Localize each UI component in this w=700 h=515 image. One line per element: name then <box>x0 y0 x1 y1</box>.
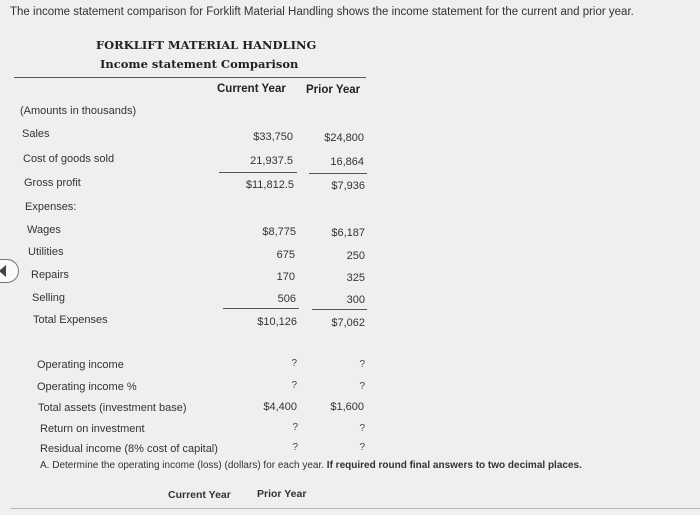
total-assets-prior: $1,600 <box>330 401 364 413</box>
roi-current: ? <box>292 422 298 433</box>
row-label-operating-income: Operating income <box>37 359 124 371</box>
operating-income-current: ? <box>291 358 297 369</box>
row-label-total-assets: Total assets (investment base) <box>38 402 187 414</box>
repairs-current: 170 <box>276 271 295 283</box>
intro-text: The income statement comparison for Forklift Material Handling shows the income statement for the current and prior year. <box>10 6 634 18</box>
wages-prior: $6,187 <box>331 227 365 239</box>
residual-income-prior: ? <box>359 442 365 453</box>
gross-prior: $7,936 <box>331 180 365 192</box>
answer-table-rule <box>10 508 700 509</box>
header-rule <box>14 77 366 78</box>
cogs-rule-current <box>219 172 297 173</box>
total-assets-current: $4,400 <box>263 401 297 413</box>
operating-income-pct-prior: ? <box>359 381 365 392</box>
selling-rule-prior <box>312 309 367 310</box>
utilities-current: 675 <box>276 249 295 261</box>
selling-prior: 300 <box>346 294 365 306</box>
col-header-current: Current Year <box>217 83 286 95</box>
repairs-prior: 325 <box>346 272 365 284</box>
question-a-rounding-note: If required round final answers to two decimal places. <box>326 460 582 471</box>
operating-income-pct-current: ? <box>291 380 297 391</box>
chevron-left-icon <box>0 265 6 277</box>
row-label-repairs: Repairs <box>31 269 69 281</box>
cogs-rule-prior <box>309 173 367 174</box>
roi-prior: ? <box>359 423 365 434</box>
company-name: FORKLIFT MATERIAL HANDLING <box>96 38 317 52</box>
row-label-utilities: Utilities <box>28 246 64 258</box>
collapse-tab-button[interactable] <box>0 259 19 283</box>
row-label-sales: Sales <box>22 128 50 140</box>
question-a-text: A. Determine the operating income (loss) (dollars) for each year. <box>40 460 325 471</box>
selling-rule-current <box>223 308 299 309</box>
total-expenses-current: $10,126 <box>257 316 297 328</box>
row-label-operating-income-pct: Operating income % <box>37 381 137 393</box>
row-label-roi: Return on investment <box>40 423 145 435</box>
answer-col-prior: Prior Year <box>257 488 307 500</box>
row-label-gross: Gross profit <box>24 177 81 189</box>
question-a <box>40 460 582 471</box>
utilities-prior: 250 <box>346 250 365 262</box>
selling-current: 506 <box>277 293 296 305</box>
total-expenses-prior: $7,062 <box>331 317 365 329</box>
residual-income-current: ? <box>292 442 298 453</box>
wages-current: $8,775 <box>262 226 296 238</box>
operating-income-prior: ? <box>359 359 365 370</box>
row-label-total-expenses: Total Expenses <box>33 314 108 326</box>
cogs-prior: 16,864 <box>330 156 364 168</box>
units-note: (Amounts in thousands) <box>20 105 137 117</box>
sales-current: $33,750 <box>253 131 293 143</box>
row-label-cogs: Cost of goods sold <box>23 153 115 165</box>
statement-title: Income statement Comparison <box>100 57 299 71</box>
row-label-selling: Selling <box>32 292 66 304</box>
cogs-current: 21,937.5 <box>250 155 293 167</box>
row-label-wages: Wages <box>27 224 61 236</box>
col-header-prior: Prior Year <box>306 84 361 96</box>
gross-current: $11,812.5 <box>245 179 294 191</box>
sales-prior: $24,800 <box>324 132 364 144</box>
answer-col-current: Current Year <box>168 489 231 501</box>
expenses-heading: Expenses: <box>25 201 77 213</box>
row-label-residual-income: Residual income (8% cost of capital) <box>40 443 218 455</box>
